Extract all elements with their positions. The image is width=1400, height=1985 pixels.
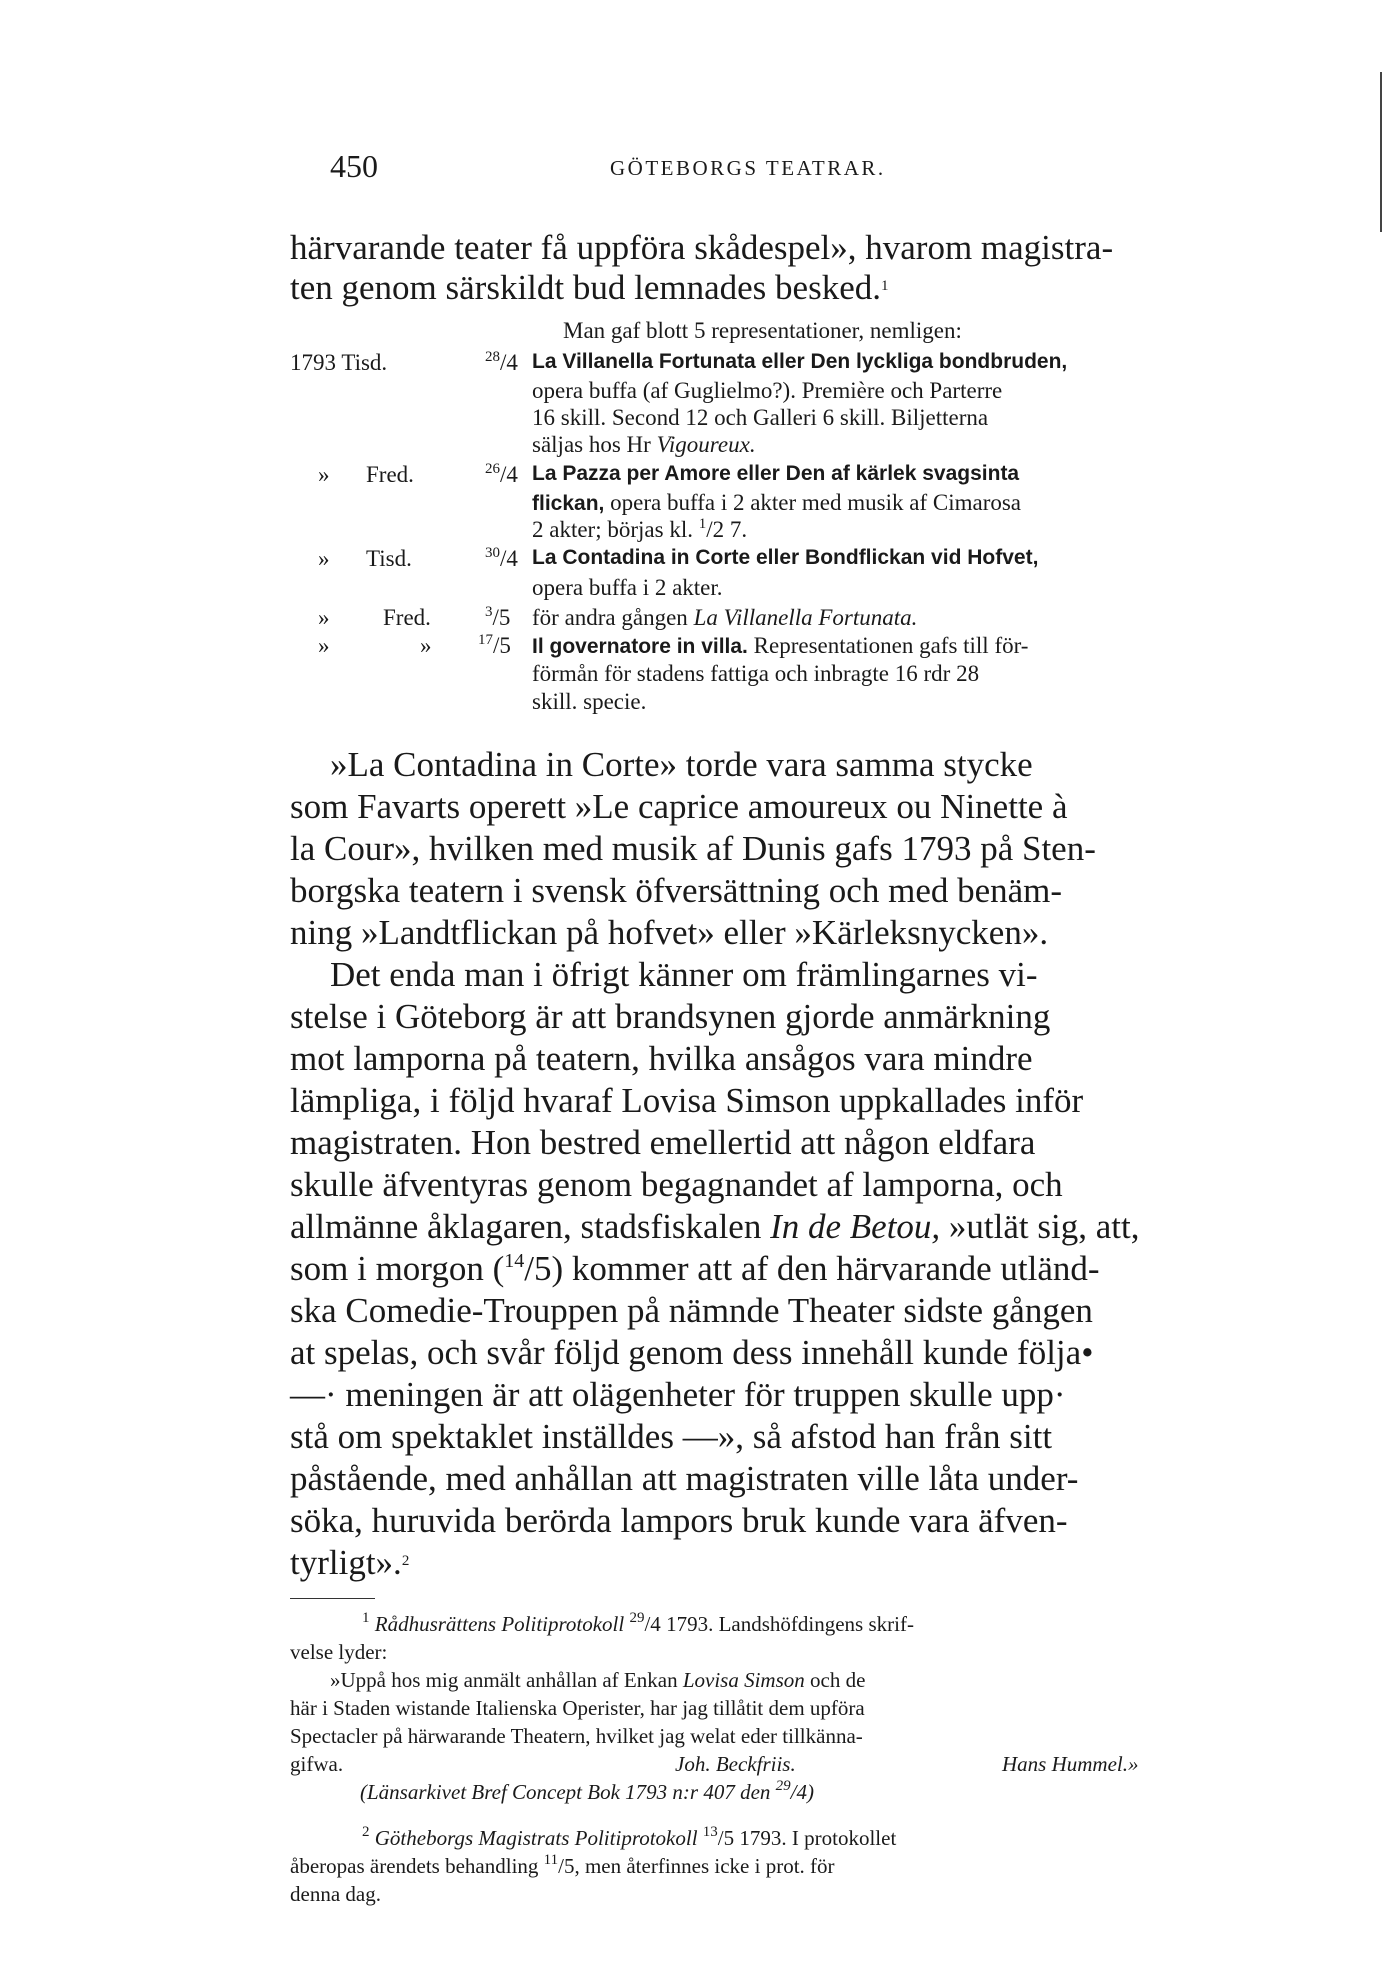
body-line: —· meningen är att olägenheter för truppen skulle upp·: [290, 1375, 1066, 1414]
signature: Joh. Beckfriis.: [675, 1752, 796, 1776]
body-line: at spelas, och svår följd genom dess innehåll kunde följa•: [290, 1333, 1094, 1372]
entry-day: Fred.: [383, 605, 431, 630]
body-line: mot lamporna på teatern, hvilka ansågos vara mindre: [290, 1039, 1033, 1078]
entry-title: La Contadina in Corte eller Bondflickan vid Hofvet,: [532, 546, 1039, 569]
entry-line: skill. specie.: [532, 689, 647, 714]
footnote-ref: 1: [880, 278, 889, 294]
footnote-line: åberopas ärendets behandling $^{11}$/5, men återfinnes icke i prot. för: [290, 1852, 835, 1878]
signature: Hans Hummel.»: [1002, 1752, 1139, 1776]
footnote-ref: 2: [401, 1553, 410, 1569]
ditto-mark: »: [318, 546, 330, 571]
body-line: stå om spektaklet inställdes —», så afstod han från sitt: [290, 1417, 1053, 1456]
entry-title: La Pazza per Amore eller Den af kärlek svagsinta: [532, 462, 1020, 485]
body-line: Det enda man i öfrigt känner om främlingarnes vi-: [330, 955, 1038, 994]
footnote-line: Spectacler på härwarande Theatern, hvilket jag welat eder tillkänna-: [290, 1724, 863, 1748]
body-line: allmänne åklagaren, stadsfiskalen In de Betou, »utlät sig, att,: [290, 1207, 1140, 1246]
body-line: påstående, med anhållan att magistraten ville låta under-: [290, 1459, 1079, 1498]
entry-title: La Villanella Fortunata eller Den lyckliga bondbruden,: [532, 350, 1068, 373]
body-line: la Cour», hvilken med musik af Dunis gafs 1793 på Sten-: [290, 829, 1096, 868]
body-line: lämpliga, i följd hvaraf Lovisa Simson uppkallades inför: [290, 1081, 1084, 1120]
entry-line: opera buffa (af Guglielmo?). Première och Parterre: [532, 378, 1003, 403]
footnote-rule: [290, 1598, 375, 1599]
body-line: som Favarts operett »Le caprice amoureux ou Ninette à: [290, 787, 1068, 826]
scan-edge-line: [1380, 72, 1382, 232]
entry-year-day: 1793 Tisd.: [290, 350, 388, 375]
body-line: som i morgon ($^{14}$/5) kommer att af den härvarande utländ-: [290, 1249, 1100, 1288]
entry-date: $^{30}$/4: [485, 545, 518, 571]
footnote-line: $^2$ Götheborgs Magistrats Politiprotokoll $^{13}$/5 1793. I protokollet: [362, 1824, 897, 1850]
entry-day: Fred.: [366, 462, 414, 487]
entry-line: 2 akter; börjas kl. $^1$/2 7.: [532, 516, 748, 542]
body-line: magistraten. Hon bestred emellertid att någon eldfara: [290, 1123, 1036, 1162]
body-line: tyrligt».$^2$: [290, 1543, 410, 1582]
entry-line: opera buffa i 2 akter.: [532, 575, 723, 600]
footnote-line: $^1$ Rådhusrättens Politiprotokoll $^{29}$/4 1793. Landshöfdingens skrif-: [362, 1610, 914, 1636]
ditto-mark: »: [420, 633, 432, 658]
ditto-mark: »: [318, 633, 330, 658]
page-number: 450: [330, 148, 378, 184]
footnote-line: (Länsarkivet Bref Concept Bok 1793 n:r 407 den $^{29}$/4): [360, 1778, 814, 1804]
body-line: borgska teatern i svensk öfversättning och med benäm-: [290, 871, 1063, 910]
footnote-line: »Uppå hos mig anmält anhållan af Enkan Lovisa Simson och de: [330, 1668, 866, 1692]
list-intro: Man gaf blott 5 representationer, nemligen:: [563, 318, 962, 343]
entry-day: Tisd.: [366, 546, 412, 571]
footnote-line: gifwa.: [290, 1752, 344, 1776]
running-title: GÖTEBORGS TEATRAR.: [610, 156, 886, 180]
entry-line: 16 skill. Second 12 och Galleri 6 skill. Biljetterna: [532, 405, 989, 430]
body-line: stelse i Göteborg är att brandsynen gjorde anmärkning: [290, 997, 1051, 1036]
entry-date: $^{17}$/5: [478, 632, 511, 658]
footnote-line: denna dag.: [290, 1882, 381, 1906]
entry-line: för andra gången La Villanella Fortunata.: [532, 605, 918, 630]
entry-line: säljas hos Hr Vigoureux.: [532, 432, 756, 457]
footnote-line: velse lyder:: [290, 1640, 388, 1664]
body-line: söka, huruvida berörda lampors bruk kunde vara äfven-: [290, 1501, 1068, 1540]
entry-date: $^{26}$/4: [485, 461, 518, 487]
ditto-mark: »: [318, 462, 330, 487]
intro-line: härvarande teater få uppföra skådespel», hvarom magistra-: [290, 228, 1114, 267]
entry-date: $^{28}$/4: [485, 349, 518, 375]
entry-line: förmån för stadens fattiga och inbragte 16 rdr 28: [532, 661, 980, 686]
entry-line: Il governatore in villa. Representationen gafs till för-: [532, 633, 1029, 658]
body-line: skulle äfventyras genom begagnandet af lamporna, och: [290, 1165, 1063, 1204]
intro-line: ten genom särskildt bud lemnades besked.$^1$: [290, 268, 889, 307]
entry-line: flickan, opera buffa i 2 akter med musik af Cimarosa: [532, 490, 1022, 515]
footnote-line: här i Staden wistande Italienska Operister, har jag tillåtit dem upföra: [290, 1696, 865, 1720]
body-line: ska Comedie-Trouppen på nämnde Theater sidste gången: [290, 1291, 1093, 1330]
ditto-mark: »: [318, 605, 330, 630]
entry-date: $^3$/5: [485, 604, 511, 630]
body-line: ning »Landtflickan på hofvet» eller »Kärleksnycken».: [290, 913, 1049, 952]
body-line: »La Contadina in Corte» torde vara samma stycke: [330, 745, 1033, 784]
